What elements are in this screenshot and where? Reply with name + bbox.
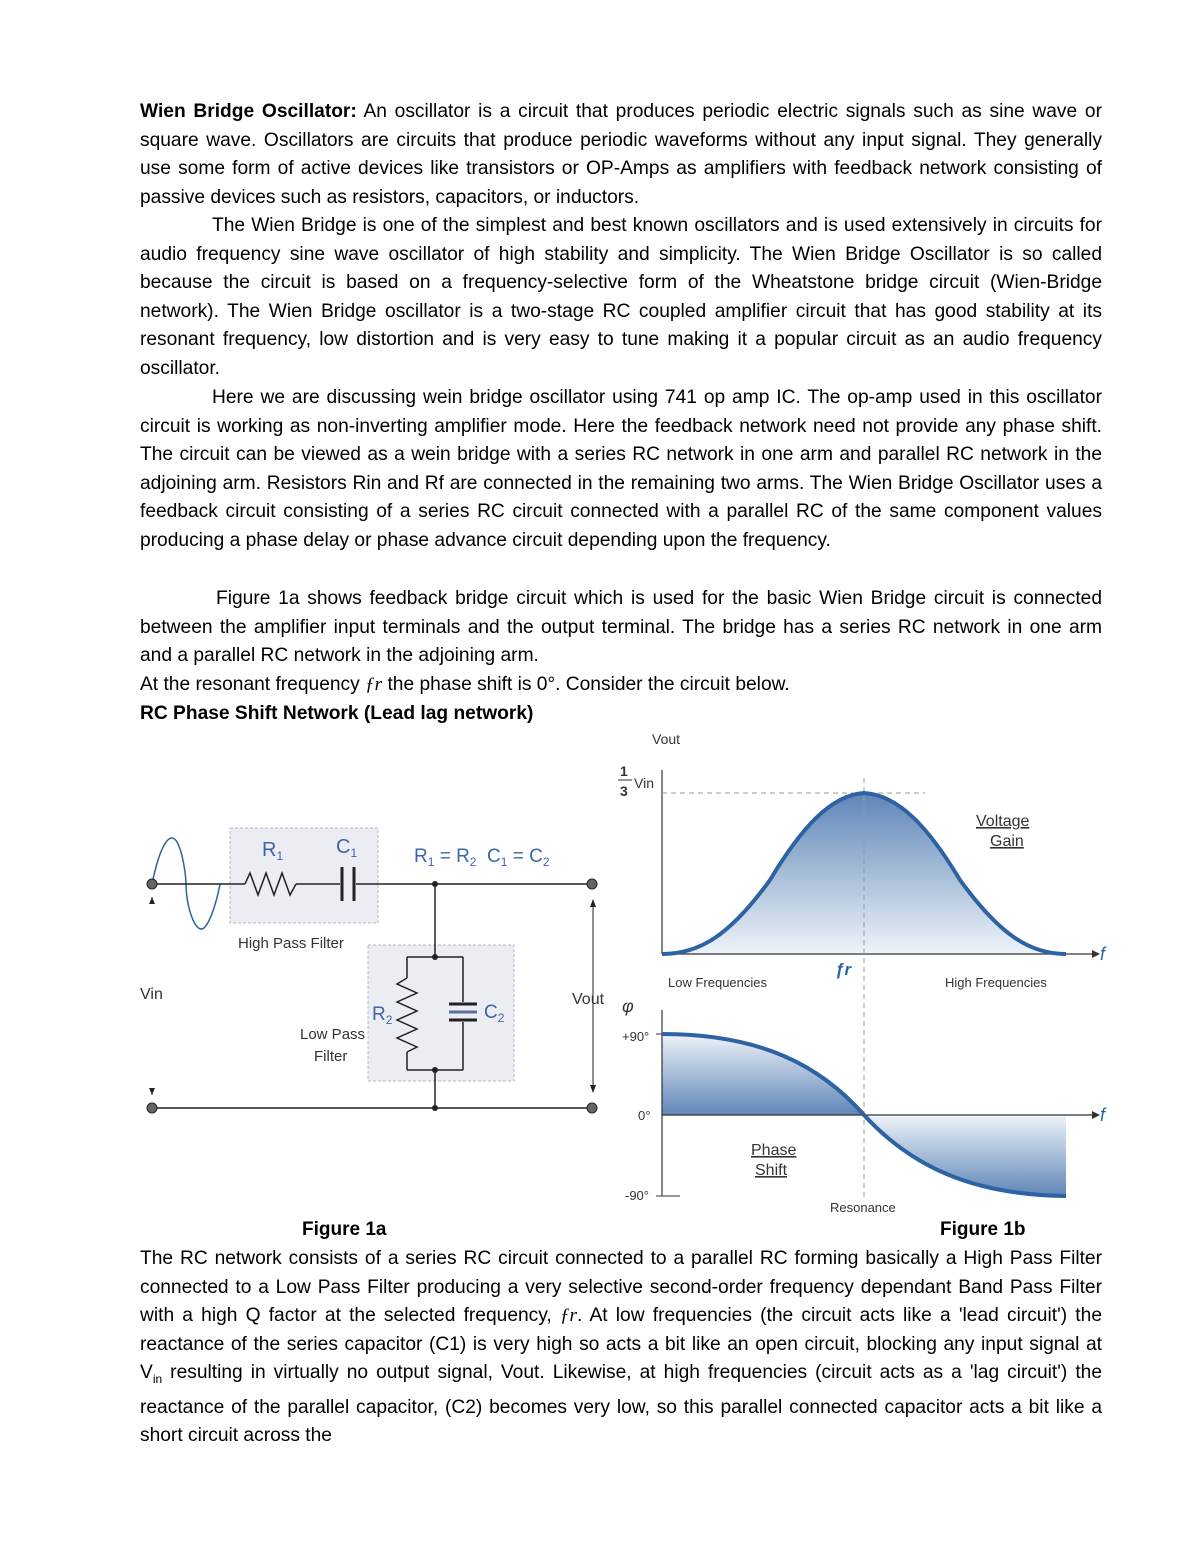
intro-heading: Wien Bridge Oscillator:: [140, 101, 357, 122]
resonant-text-before: At the resonant frequency: [140, 674, 366, 695]
section-heading: RC Phase Shift Network (Lead lag network): [140, 703, 534, 724]
output-terminal-top: [587, 879, 597, 889]
intro-paragraph: [140, 98, 1102, 212]
figure-1b-plots: [615, 725, 1115, 1215]
figure-1a-circuit: [130, 820, 620, 1125]
component-equation: $R_1 = R_2$ $C_1 = C_2$: [414, 846, 550, 869]
c2-label: $C_2$: [484, 1002, 505, 1025]
resonance-label: Resonance: [830, 1200, 896, 1215]
fraction-numerator: 1: [620, 763, 628, 779]
vout-axis-label: Vout: [652, 731, 681, 747]
vin-subscript: in: [152, 1372, 163, 1387]
fr-symbol: ƒr: [365, 674, 383, 695]
r2-label: $R_2$: [372, 1004, 393, 1027]
voltage-gain-label-1: Voltage: [976, 813, 1030, 830]
phase-fill-negative: [864, 1115, 1066, 1196]
r1-label: $R_1$: [262, 839, 284, 863]
low-frequencies-label: Low Frequencies: [668, 975, 767, 990]
low-pass-label-1: Low Pass: [300, 1026, 366, 1043]
minus-90-label: -90°: [625, 1188, 649, 1203]
phi-axis-label: φ: [622, 996, 634, 1016]
vin-label: Vin: [140, 986, 163, 1003]
output-terminal-bottom: [587, 1103, 597, 1113]
figure-1b-caption: Figure 1b: [940, 1219, 1026, 1240]
plus-90-label: +90°: [622, 1029, 650, 1044]
rc-network-text-3: resulting in virtually no output signal, Vout. Likewise, at high frequencies (circuit acts as a 'lag circuit') the reactance of the parallel capacitor, (C2) becomes very low, so this parallel connected capacitor acts a bit like a short circuit across the: [140, 1362, 1102, 1447]
gain-f-axis-label: f: [1100, 944, 1106, 964]
phase-shift-label-2: Shift: [755, 1162, 788, 1179]
rc-network-text-2: . At low frequencies (the circuit acts like a 'lead circuit') the reactance of the series capacitor (C1) is very high so acts a bit like an open circuit, blocking any input signal at V: [140, 1305, 1102, 1384]
figure-1a-caption: Figure 1a: [302, 1219, 387, 1240]
high-pass-label: High Pass Filter: [238, 935, 344, 952]
input-terminal-bottom: [147, 1103, 157, 1113]
intro-text: An oscillator is a circuit that produces periodic electric signals such as sine wave or square wave. Oscillators are circuits that produce periodic waveforms without any input signal. They generally use some form of active devices like transistors or OP-Amps as amplifiers with feedback network consisting of passive devices such as resistors, capacitors, or inductors.: [140, 101, 1102, 208]
rc-network-text-1: The RC network consists of a series RC circuit connected to a parallel RC forming basically a High Pass Filter connected to a Low Pass Filter producing a very selective second-order frequency dependant Band Pass Filter with a high Q factor at the selected frequency,: [140, 1248, 1102, 1327]
c1-label: $C_1$: [336, 836, 358, 860]
fr-symbol-2: ƒr: [559, 1305, 577, 1327]
input-terminal-top: [147, 879, 157, 889]
zero-degree-label: 0°: [638, 1108, 651, 1123]
junction-dot-top: [432, 881, 438, 887]
paragraph-rc-network: [140, 1245, 1102, 1451]
junction-dot-bottom: [432, 1105, 438, 1111]
low-pass-label-2: Filter: [314, 1048, 348, 1065]
junction-dot-upper: [432, 954, 438, 960]
junction-dot-lower: [432, 1067, 438, 1073]
phase-shift-label-1: Phase: [751, 1142, 797, 1159]
paragraph-wien-bridge: The Wien Bridge is one of the simplest and best known oscillators and is used extensively in circuits for audio frequency sine wave oscillator of high stability and simplicity. The Wien Bridge Oscillator is so called because the circuit is based on a frequency-selective form of the Wheatstone bridge circuit (Wien-Bridge network). The Wien Bridge oscillator is a two-stage RC coupled amplifier circuit that has good stability at its resonant frequency, low distortion and is very easy to tune making it a popular circuit as an audio frequency oscillator.: [140, 215, 1102, 379]
fraction-denominator: 3: [620, 783, 628, 799]
resonant-text-after: the phase shift is 0°. Consider the circuit below.: [382, 674, 790, 695]
voltage-gain-label-2: Gain: [990, 833, 1024, 850]
paragraph-741-op-amp: Here we are discussing wein bridge oscillator using 741 op amp IC. The op-amp used in this oscillator circuit is working as non-inverting amplifier mode. Here the feedback network need not provide any phase shift. The circuit can be viewed as a wein bridge with a series RC network in one arm and parallel RC network in the adjoining arm. Resistors Rin and Rf are connected in the remaining two arms. The Wien Bridge Oscillator uses a feedback circuit consisting of a series RC circuit connected with a parallel RC of the same component values producing a phase delay or phase advance circuit depending upon the frequency.: [140, 387, 1102, 551]
high-pass-box: [230, 828, 378, 923]
paragraph-resonant-frequency: [140, 671, 1102, 700]
vin-axis-label: Vin: [634, 775, 654, 791]
phase-f-axis-label: f: [1100, 1105, 1106, 1125]
vout-label: Vout: [572, 991, 605, 1008]
fr-axis-label: ƒr: [835, 960, 852, 979]
paragraph-figure-1a: Figure 1a shows feedback bridge circuit which is used for the basic Wien Bridge circuit is connected between the amplifier input terminals and the output terminal. The bridge has a series RC network in one arm and a parallel RC network in the adjoining arm.: [140, 588, 1102, 667]
high-frequencies-label: High Frequencies: [945, 975, 1047, 990]
